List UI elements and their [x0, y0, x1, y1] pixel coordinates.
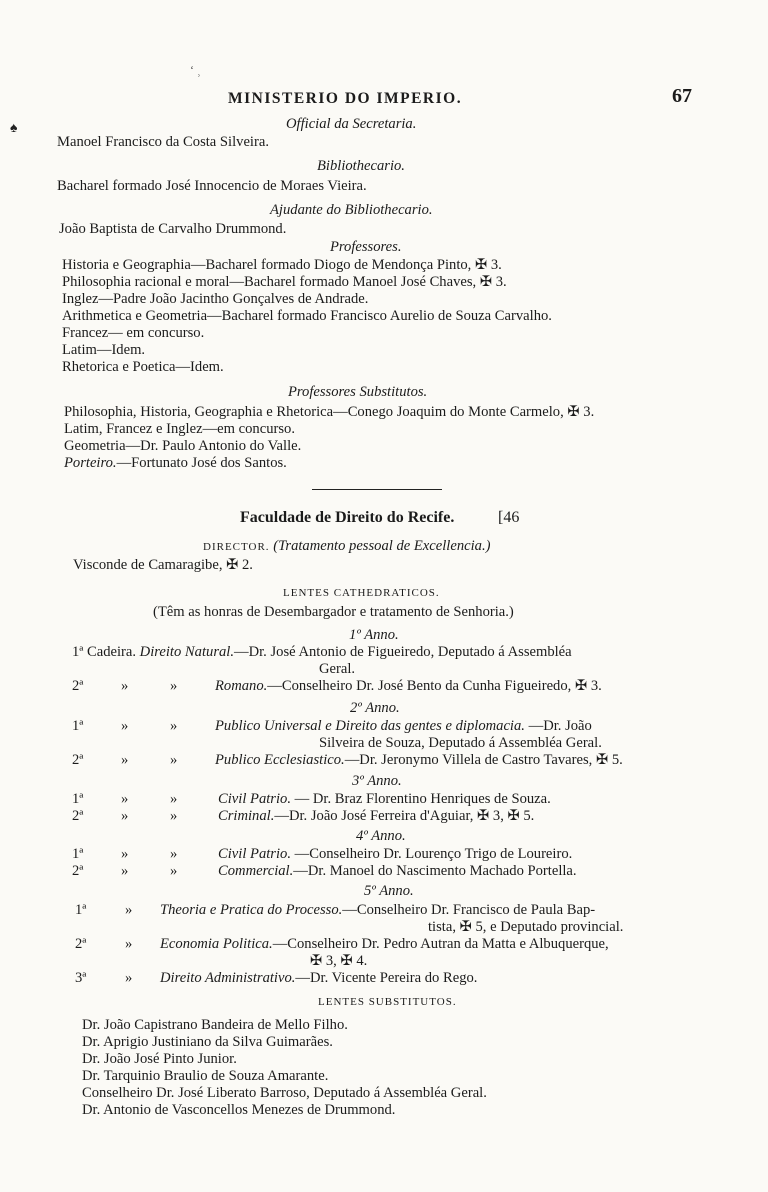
ditto-mark: » — [170, 863, 178, 879]
chair-continuation: Silveira de Souza, Deputado á Assembléa Geral. — [319, 735, 602, 751]
lentes-substitutos-title: LENTES SUBSTITUTOS. — [318, 996, 457, 1008]
ditto-mark: » — [121, 846, 129, 862]
chair-holder: —Dr. José Antonio de Figueiredo, Deputado á Assembléa — [234, 644, 572, 660]
page-number: 67 — [672, 85, 692, 107]
chair-ordinal: 1ª — [72, 791, 84, 807]
assistant-title: Ajudante do Bibliothecario. — [270, 202, 433, 218]
ditto-mark: » — [121, 718, 129, 734]
ditto-mark: » — [170, 718, 178, 734]
chair-ordinal: 2ª — [72, 808, 84, 824]
professors-title: Professores. — [330, 239, 402, 255]
professor-line: Historia e Geographia—Bacharel formado Diogo de Mendonça Pinto, ✠ 3. — [62, 257, 502, 273]
substitutes-title: Professores Substitutos. — [288, 384, 428, 400]
chair-subject: Publico Universal e Direito das gentes e diplomacia. — [215, 718, 525, 734]
official-name: Manoel Francisco da Costa Silveira. — [57, 134, 269, 150]
chair-row — [218, 808, 534, 825]
ink-blot: ♠ — [10, 121, 18, 136]
chair-subject: Direito Administrativo. — [160, 970, 296, 986]
porter-name: —Fortunato José dos Santos. — [116, 455, 287, 471]
chair-row — [218, 791, 551, 808]
librarian-title: Bibliothecario. — [317, 158, 405, 174]
chair-row — [160, 970, 477, 987]
ditto-mark: » — [121, 678, 129, 694]
faculty-title: Faculdade de Direito do Recife. — [240, 509, 455, 526]
professor-line: Francez— em concurso. — [62, 325, 205, 341]
chair-word: Cadeira. — [86, 644, 137, 660]
year-heading: 5º Anno. — [364, 883, 414, 899]
ink-speck: ʻ ⸒ — [190, 63, 201, 77]
chair-holder: —Conselheiro Dr. José Bento da Cunha Figueiredo, ✠ 3. — [267, 678, 602, 694]
chair-ordinal: 2ª — [72, 678, 84, 694]
ditto-mark: » — [170, 678, 178, 694]
lente-substituto: Dr. João Capistrano Bandeira de Mello Filho. — [82, 1017, 348, 1033]
assistant-name: João Baptista de Carvalho Drummond. — [59, 221, 287, 237]
chair-subject: Theoria e Pratica do Processo. — [160, 902, 343, 918]
lente-substituto: Dr. Antonio de Vasconcellos Menezes de Drummond. — [82, 1102, 396, 1118]
director-line — [203, 538, 490, 556]
chair-row — [72, 644, 572, 661]
porter-line — [64, 455, 287, 472]
ditto-mark: » — [121, 752, 129, 768]
year-heading: 2º Anno. — [350, 700, 400, 716]
professor-line: Philosophia racional e moral—Bacharel formado Manoel José Chaves, ✠ 3. — [62, 274, 507, 290]
ditto-mark: » — [170, 791, 178, 807]
official-title: Official da Secretaria. — [286, 116, 417, 132]
chair-ordinal: 1ª — [75, 902, 87, 918]
director-treatment: (Tratamento pessoal de Excellencia.) — [273, 538, 491, 554]
year-heading: 4º Anno. — [356, 828, 406, 844]
ditto-mark: » — [121, 791, 129, 807]
chair-subject: Civil Patrio. — [218, 846, 291, 862]
chair-row — [215, 678, 602, 695]
chair-holder: —Dr. João — [528, 718, 592, 734]
chair-holder: —Dr. Jeronymo Villela de Castro Tavares, ✠ 5. — [344, 752, 623, 768]
chair-subject: Criminal. — [218, 808, 275, 824]
substitute-line: Geometria—Dr. Paulo Antonio do Valle. — [64, 438, 302, 454]
section-divider — [312, 489, 442, 490]
ditto-mark: » — [170, 752, 178, 768]
chair-continuation: tista, ✠ 5, e Deputado provincial. — [428, 919, 624, 935]
chair-continuation: Geral. — [319, 661, 356, 677]
chair-holder: —Dr. Vicente Pereira do Rego. — [295, 970, 478, 986]
substitute-line: Philosophia, Historia, Geographia e Rhetorica—Conego Joaquim do Monte Carmelo, ✠ 3. — [64, 404, 595, 420]
ditto-mark: » — [170, 808, 178, 824]
director-name: Visconde de Camaragibe, ✠ 2. — [73, 557, 253, 573]
professor-line: Arithmetica e Geometria—Bacharel formado Francisco Aurelio de Souza Carvalho. — [62, 308, 552, 324]
professor-line: Inglez—Padre João Jacintho Gonçalves de Andrade. — [62, 291, 369, 307]
substitute-line: Latim, Francez e Inglez—em concurso. — [64, 421, 295, 437]
ditto-mark: » — [125, 902, 133, 918]
lente-substituto: Dr. Tarquinio Braulio de Souza Amarante. — [82, 1068, 329, 1084]
chair-holder: —Dr. Manoel do Nascimento Machado Portella. — [293, 863, 577, 879]
chair-subject: Economia Politica. — [160, 936, 273, 952]
chair-holder: —Dr. João José Ferreira d'Aguiar, ✠ 3, ✠ 5. — [274, 808, 535, 824]
ditto-mark: » — [170, 846, 178, 862]
chair-row — [218, 863, 577, 880]
chair-row — [160, 902, 595, 919]
faculty-note: [46 — [498, 509, 520, 526]
chair-subject: Commercial. — [218, 863, 294, 879]
chair-holder: — Dr. Braz Florentino Henriques de Souza. — [294, 791, 551, 807]
porter-label: Porteiro. — [64, 455, 117, 471]
lentes-honors: (Têm as honras de Desembargador e tratamento de Senhoria.) — [153, 604, 514, 620]
lente-substituto: Dr. João José Pinto Junior. — [82, 1051, 237, 1067]
professor-line: Rhetorica e Poetica—Idem. — [62, 359, 224, 375]
ditto-mark: » — [121, 863, 129, 879]
lente-substituto: Conselheiro Dr. José Liberato Barroso, Deputado á Assembléa Geral. — [82, 1085, 487, 1101]
lentes-title: LENTES CATHEDRATICOS. — [283, 587, 440, 599]
chair-ordinal: 2ª — [75, 936, 87, 952]
ditto-mark: » — [121, 808, 129, 824]
professor-line: Latim—Idem. — [62, 342, 146, 358]
lente-substituto: Dr. Aprigio Justiniano da Silva Guimarães. — [82, 1034, 333, 1050]
chair-subject: Direito Natural. — [139, 644, 234, 660]
year-heading: 1º Anno. — [349, 627, 399, 643]
chair-holder: —Conselheiro Dr. Pedro Autran da Matta e Albuquerque, — [272, 936, 609, 952]
chair-ordinal: 1ª — [72, 644, 84, 660]
ditto-mark: » — [125, 970, 133, 986]
librarian-name: Bacharel formado José Innocencio de Moraes Vieira. — [57, 178, 367, 194]
page-header-title: MINISTERIO DO IMPERIO. — [228, 90, 463, 107]
chair-holder: —Conselheiro Dr. Lourenço Trigo de Loureiro. — [294, 846, 573, 862]
chair-row — [160, 936, 609, 953]
chair-ordinal: 1ª — [72, 846, 84, 862]
chair-continuation: ✠ 3, ✠ 4. — [310, 953, 368, 969]
director-label: DIRECTOR. — [203, 541, 270, 553]
chair-row — [218, 846, 572, 863]
ditto-mark: » — [125, 936, 133, 952]
chair-subject: Civil Patrio. — [218, 791, 291, 807]
chair-holder: —Conselheiro Dr. Francisco de Paula Bap- — [342, 902, 596, 918]
chair-subject: Publico Ecclesiastico. — [215, 752, 345, 768]
chair-ordinal: 2ª — [72, 863, 84, 879]
year-heading: 3º Anno. — [352, 773, 402, 789]
chair-row — [215, 752, 623, 769]
chair-ordinal: 2ª — [72, 752, 84, 768]
chair-row — [215, 718, 592, 735]
chair-subject: Romano. — [215, 678, 268, 694]
chair-ordinal: 1ª — [72, 718, 84, 734]
chair-ordinal: 3ª — [75, 970, 87, 986]
